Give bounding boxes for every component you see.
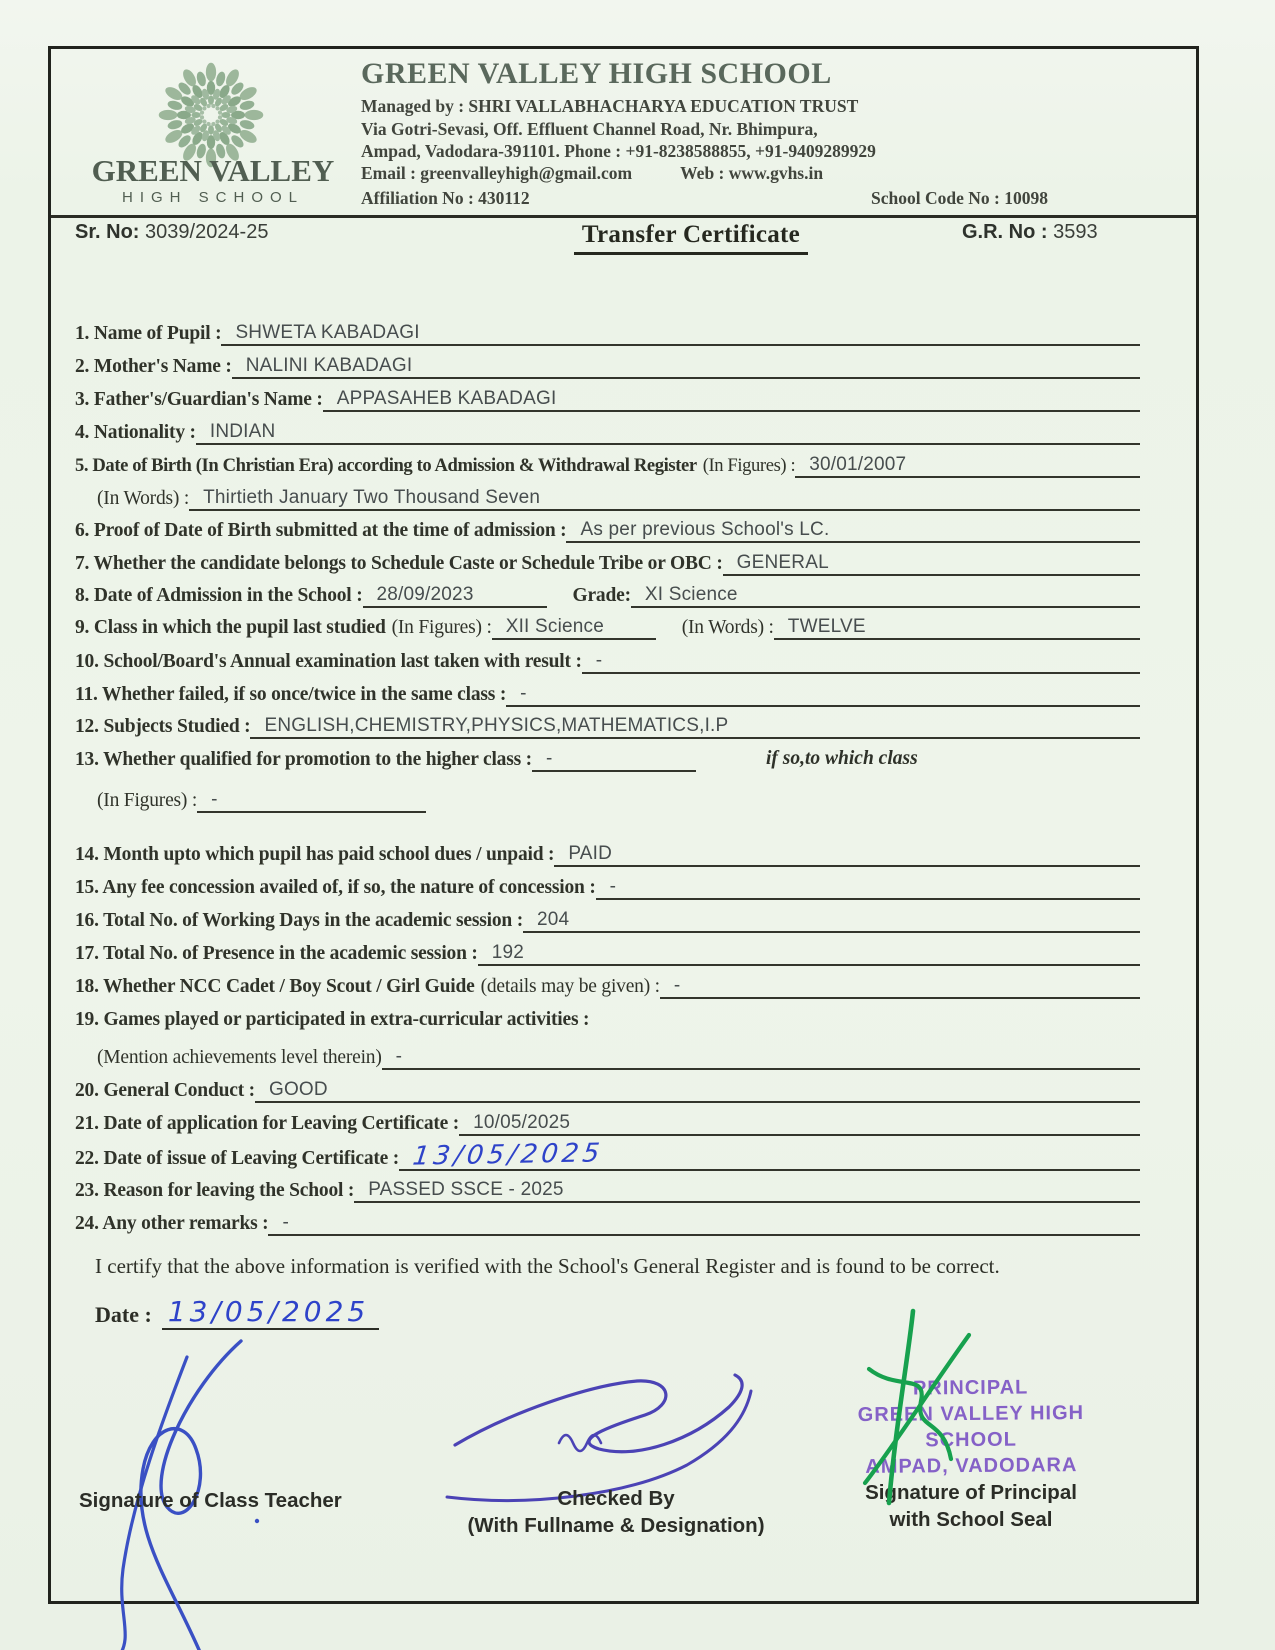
field-value: PASSED SSCE - 2025: [368, 1179, 564, 1200]
field-row-whether-failed: [75, 677, 1140, 707]
field-underline: [232, 356, 1140, 379]
gr-number-label: G.R. No :: [962, 221, 1048, 243]
field-underline: [478, 943, 1140, 966]
field-label: 22. Date of issue of Leaving Certificate :: [75, 1148, 400, 1169]
field-label: 12. Subjects Studied :: [75, 716, 251, 737]
grade-label: Grade:: [572, 585, 631, 606]
field-row-promotion-in-figures: [75, 783, 1140, 813]
field-row-annual-exam-result: [75, 644, 1140, 674]
checked-by-line-2: (With Fullname & Designation): [467, 1514, 765, 1537]
field-row-date-of-admission: [75, 578, 1140, 608]
field-label: 13. Whether qualified for promotion to the higher class :: [75, 749, 532, 770]
gr-number-value: 3593: [1053, 221, 1098, 243]
field-row-application-date: [75, 1106, 1140, 1136]
date-label: Date :: [95, 1302, 152, 1327]
checked-by-line-1: Checked By: [557, 1487, 675, 1510]
field-label: 1. Name of Pupil :: [75, 323, 222, 344]
field-underline: [399, 1137, 1140, 1172]
managed-by-line: Managed by : SHRI VALLABHACHARYA EDUCATION TRUST: [361, 96, 859, 116]
field-sublabel-2: (In Words) :: [681, 617, 774, 638]
certificate-title: [420, 221, 962, 255]
field-value: 10/05/2025: [473, 1112, 571, 1133]
field-underline: [382, 1047, 1140, 1070]
field-underline: [774, 617, 1140, 640]
field-underline: [631, 585, 1140, 608]
field-row-nationality: [75, 415, 1140, 445]
date-underline: [162, 1295, 379, 1330]
field-label: 16. Total No. of Working Days in the academic session :: [75, 910, 524, 931]
field-value: -: [395, 1046, 403, 1067]
field-value: -: [211, 789, 218, 810]
field-label: 5. Date of Birth (In Christian Era) according to Admission & Withdrawal Register: [75, 455, 697, 476]
field-underline: [795, 455, 1140, 478]
field-underline: [197, 790, 426, 813]
web-text: Web : www.gvhs.in: [680, 163, 824, 183]
gr-number: [962, 221, 1172, 244]
field-value: SHWETA KABADAGI: [235, 322, 420, 343]
address-line-1: Via Gotri-Sevasi, Off. Effluent Channel Road, Nr. Bhimpura,: [361, 119, 818, 139]
field-note: if so,to which class: [765, 748, 918, 769]
field-row-presence-days: [75, 936, 1140, 966]
principal-signature: [849, 1307, 999, 1507]
field-row-fathers-name: [75, 382, 1140, 412]
field-row-subjects-studied: [75, 709, 1140, 739]
field-underline: [492, 617, 656, 640]
field-row-working-days: [75, 903, 1140, 933]
handwritten-date: 13/05/2025: [167, 1295, 370, 1328]
field-value: 28/09/2023: [376, 584, 474, 605]
field-label: 6. Proof of Date of Birth submitted at the time of admission :: [75, 520, 567, 541]
field-underline: [363, 585, 547, 608]
grade-value: XI Science: [644, 584, 738, 605]
field-row-fee-concession: [75, 870, 1140, 900]
field-underline: [506, 684, 1140, 707]
field-underline: [459, 1113, 1140, 1136]
field-value: 30/01/2007: [809, 454, 907, 475]
serial-number: [75, 221, 420, 244]
field-underline: [723, 553, 1140, 576]
field-row-caste-category: [75, 546, 1140, 576]
field-underline: [268, 1213, 1140, 1236]
field-row-other-remarks: [75, 1206, 1140, 1236]
field-value: Thirtieth January Two Thousand Seven: [203, 487, 541, 508]
field-underline: [582, 651, 1140, 674]
field-underline: [554, 844, 1140, 867]
field-sublabel: (Mention achievements level therein): [97, 1047, 382, 1068]
certificate-title-text: Transfer Certificate: [574, 221, 808, 255]
title-row: [75, 221, 1172, 255]
field-sublabel: (In Words) :: [97, 488, 190, 509]
field-label: 18. Whether NCC Cadet / Boy Scout / Girl Guide: [75, 976, 475, 997]
field-underline: [250, 716, 1140, 739]
field-label: 14. Month upto which pupil has paid school dues / unpaid :: [75, 844, 555, 865]
field-underline: [221, 323, 1140, 346]
field-row-qualified-for-promotion: [75, 742, 1140, 772]
field-value: GOOD: [268, 1079, 328, 1100]
school-name: GREEN VALLEY HIGH SCHOOL: [361, 57, 832, 90]
certify-statement: I certify that the above information is verified with the School's General Register and is found to be correct.: [95, 1254, 1000, 1278]
field-underline: [255, 1080, 1140, 1103]
field-value: ENGLISH,CHEMISTRY,PHYSICS,MATHEMATICS,I.P: [264, 715, 729, 736]
field-value: -: [520, 683, 527, 704]
field-label: 4. Nationality :: [75, 422, 196, 443]
field-row-name-of-pupil: [75, 316, 1140, 346]
field-value: -: [673, 975, 681, 996]
class-teacher-label: Signature of Class Teacher: [79, 1489, 342, 1512]
field-value: PAID: [568, 843, 613, 864]
field-sublabel: (details may be given) :: [480, 976, 660, 997]
field-underline: [354, 1180, 1140, 1203]
field-label: 9. Class in which the pupil last studied: [75, 617, 386, 638]
date-row: [95, 1292, 379, 1330]
stamp-line-2: GREEN VALLEY HIGH SCHOOL: [857, 1402, 1085, 1452]
certificate-header: [51, 49, 1196, 218]
stamp-line-1: PRINCIPAL: [912, 1376, 1029, 1400]
field-sublabel: (In Figures) :: [97, 790, 198, 811]
field-sublabel: (In Figures) :: [391, 617, 492, 638]
field-value: -: [595, 650, 603, 671]
checked-by-label: [451, 1485, 781, 1539]
field-value: -: [609, 876, 617, 897]
field-label: 11. Whether failed, if so once/twice in the same class :: [75, 684, 507, 705]
field-row-dob-in-words: [75, 481, 1140, 511]
field-label: 8. Date of Admission in the School :: [75, 585, 363, 606]
field-row-class-last-studied: [75, 610, 1140, 640]
field-underline: [189, 488, 1140, 511]
field-label: 7. Whether the candidate belongs to Schedule Caste or Schedule Tribe or OBC :: [75, 553, 723, 574]
field-underline: [196, 422, 1140, 445]
certificate-border-box: [48, 46, 1199, 1604]
logo-wordmark-sub: HIGH SCHOOL: [121, 189, 304, 206]
field-value: XII Science: [505, 616, 605, 637]
field-row-issue-date: [75, 1137, 1140, 1171]
field-underline: [596, 877, 1140, 900]
field-row-ncc-scout-guide: [75, 969, 1140, 999]
field-label: 20. General Conduct :: [75, 1080, 255, 1101]
field-row-general-conduct: [75, 1073, 1140, 1103]
handwritten-issue-date: 13/05/2025: [411, 1137, 606, 1172]
checked-by-signature: [439, 1347, 779, 1507]
field-underline: [323, 389, 1140, 412]
field-label: 21. Date of application for Leaving Certificate :: [75, 1113, 460, 1134]
field-value: NALINI KABADAGI: [245, 355, 413, 376]
field-value: GENERAL: [736, 552, 829, 573]
field-row-games-activities: [75, 1002, 1140, 1032]
field-underline: [566, 520, 1140, 543]
field-underline: [532, 749, 696, 772]
field-label: 10. School/Board's Annual examination last taken with result :: [75, 651, 582, 672]
field-row-proof-of-dob: [75, 513, 1140, 543]
field-row-achievements: [75, 1040, 1140, 1070]
field-value: As per previous School's LC.: [580, 519, 830, 540]
field-label: 3. Father's/Guardian's Name :: [75, 389, 323, 410]
field-underline: [660, 976, 1140, 999]
logo-wordmark: GREEN VALLEY: [91, 153, 335, 188]
field-label: 2. Mother's Name :: [75, 356, 232, 377]
field-value-2: TWELVE: [787, 616, 866, 637]
field-label: 24. Any other remarks :: [75, 1213, 269, 1234]
field-underline: [523, 910, 1140, 933]
address-line-2: Ampad, Vadodara-391101. Phone : +91-8238588855, +91-9409289929: [361, 141, 876, 161]
field-label: 15. Any fee concession availed of, if so, the nature of concession :: [75, 877, 596, 898]
field-label: 17. Total No. of Presence in the academic session :: [75, 943, 478, 964]
email-web-line: [361, 163, 823, 184]
serial-number-label: Sr. No:: [75, 221, 140, 243]
email-text: Email : greenvalleyhigh@gmail.com: [361, 163, 633, 183]
field-value: -: [545, 748, 553, 769]
field-value: INDIAN: [209, 421, 276, 442]
field-value: 204: [537, 909, 570, 930]
field-row-date-of-birth: [75, 448, 1140, 478]
field-value: -: [282, 1212, 289, 1233]
field-sublabel: (In Figures) :: [702, 455, 796, 476]
field-value: APPASAHEB KABADAGI: [336, 388, 557, 409]
field-row-school-dues: [75, 837, 1140, 867]
field-row-reason-for-leaving: [75, 1173, 1140, 1203]
field-label: 23. Reason for leaving the School :: [75, 1180, 355, 1201]
school-code-text: School Code No : 10098: [871, 188, 1048, 208]
principal-label-line-2: with School Seal: [889, 1508, 1053, 1531]
principal-label-line-1: Signature of Principal: [865, 1481, 1077, 1504]
field-label: 19. Games played or participated in extra-curricular activities :: [75, 1009, 590, 1030]
serial-number-value: 3039/2024-25: [145, 221, 269, 243]
field-row-mothers-name: [75, 349, 1140, 379]
affiliation-text: Affiliation No : 430112: [361, 188, 530, 208]
stamp-line-3: AMPAD, VADODARA: [865, 1454, 1078, 1478]
field-value: 192: [491, 942, 525, 963]
